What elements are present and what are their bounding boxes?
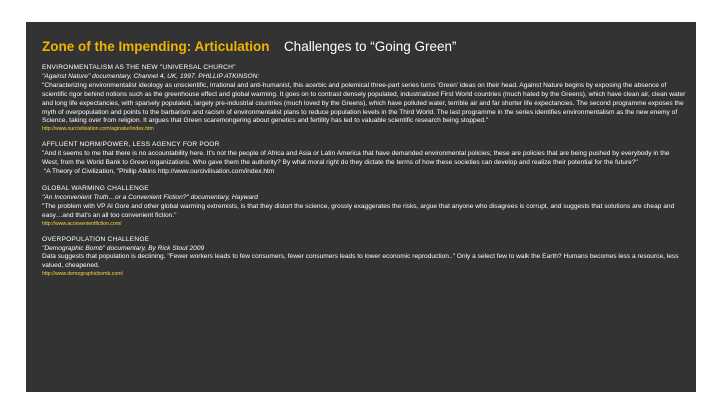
section-body: "Characterizing environmentalist ideology as unscientific, irrational and anti-humanist, this acerbic and polemical three-part series turns 'Green' ideas on their head. Against Nature begins by exposing the absence of scientific rigor behind notions such as the greenhouse effect and global warming. It goes on to contrast densely populated, industrialized First World countries (much hated by the Greens), which have clean air, clean water and long life expectancies, with sparsely populated, largely pre-industrial countries (much loved by the Greens), which have polluted water, terrible air and far shorter life expectancies. The second programme exposes the myth of overpopulation and points to the barbarism and racism of environmentalist plans to reduce population levels in the Third World. The last programme in the series identifies environmentalism as the new enemy of Science, taking over from religion. It argues that Green scaremongering about genetics and fertility has led to valuable scientific research being stopped." [42, 81, 686, 125]
content [42, 64, 686, 286]
section-affluent-norm [42, 141, 686, 177]
page-title: Zone of the Impending: Articulation [42, 39, 270, 54]
section-link[interactable]: http://www.aconvenientfiction.com/ [42, 220, 122, 227]
section-global-warming [42, 185, 686, 228]
section-heading: OVERPOPULATION CHALLENGE [42, 235, 150, 243]
section-overpopulation [42, 236, 686, 279]
section-source: “A Theory of Civilization, ”Phillip Atkins http://www.ourcivilisation.com/index.htm [44, 168, 275, 176]
section-universal-church [42, 64, 686, 133]
page-subtitle: Challenges to “Going Green” [283, 39, 457, 54]
slide [26, 22, 696, 392]
section-link[interactable]: http://www.ourcivilisation.com/aginatur/index.htm [42, 126, 154, 133]
section-body: Data suggests that population is declining. "Fewer workers leads to few consumers, fewer consumers leads to lower economic reproduction.." Only a select few to walk the Earth? Humans becomes less a resource, less valued, cheapened. [42, 253, 679, 270]
section-heading: ENVIRONMENTALISM AS THE NEW "UNIVERSAL CHURCH" [42, 64, 236, 71]
section-heading: GLOBAL WARMING CHALLENGE [42, 184, 149, 192]
section-source: "An Inconvenient Truth…or a Convenient Fiction?" documentary, Hayward [42, 193, 258, 201]
section-source: "Demographic Bomb" documentary, By Rick Stout 2009 [42, 244, 205, 252]
section-heading: AFFLUENT NORM/POWER, LESS AGENCY FOR POOR [42, 141, 220, 149]
title-row [42, 38, 457, 56]
section-body: "The problem with VP Al Gore and other global warming extremists, is that they distort the science, grossly exaggerates the risks, argue that anyone who disagrees is corrupt, and suggests that solutions are cheap and easy…and that's an all too convenient fiction." [42, 202, 675, 219]
section-body: "And it seems to me that there is no accountability here. It's not the people of Africa and Asia or Latin America that have demanded environmental policies; these are policies that are being pushed by everybody in the West, from the World Bank to Green organizations. Who gave them the authority? By what moral right do they dictate the terms of how these societies can develop and realize their potential for the future?" [42, 150, 670, 167]
section-link[interactable]: http://www.demographicbomb.com/ [42, 271, 124, 278]
section-source: "Against Nature" documentary, Channel 4, UK, 1997. PHILLIP ATKINSON: [42, 72, 260, 80]
